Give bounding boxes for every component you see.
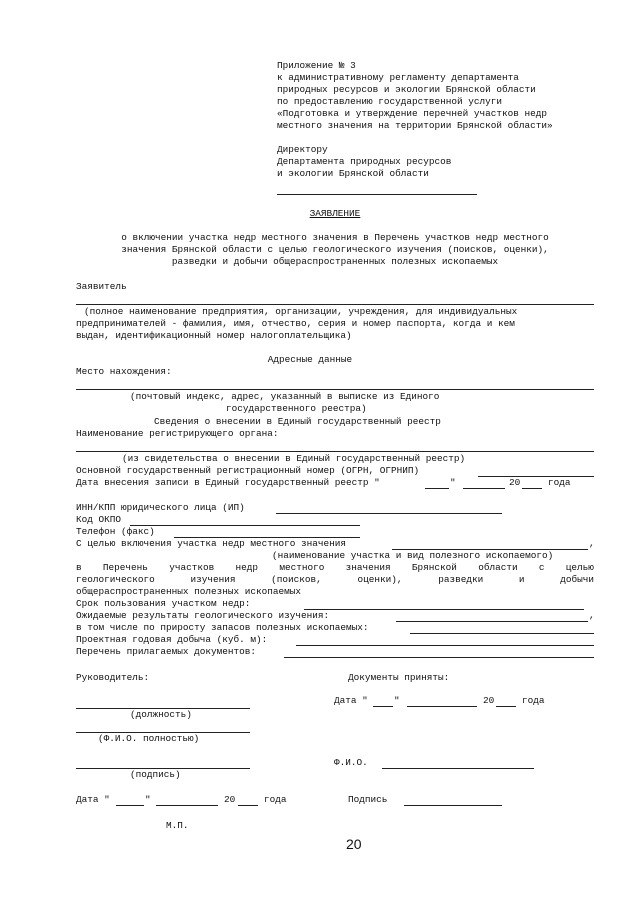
address-heading: Адресные данные xyxy=(267,354,353,365)
accepted-date-year-field[interactable] xyxy=(496,706,516,707)
subtitle-line: значения Брянской области с целью геологического изучения (поисков, оценки), xyxy=(121,244,549,255)
applicant-hint: (полное наименование предприятия, организации, учреждения, для индивидуальных xyxy=(84,306,518,317)
sign-date-year-field[interactable] xyxy=(238,805,258,806)
documents-label: Перечень прилагаемых документов: xyxy=(76,646,257,657)
accepted-signature-field[interactable] xyxy=(404,805,502,806)
applicant-hint: выдан, идентификационный номер налогоплательщика) xyxy=(76,330,352,341)
appendix-line: «Подготовка и утверждение перечней участков недр xyxy=(277,108,548,119)
registrar-field[interactable] xyxy=(76,451,594,452)
applicant-field[interactable] xyxy=(76,304,594,305)
purpose-word: в xyxy=(76,562,82,573)
purpose-word: Перечень xyxy=(102,562,148,573)
ogrn-label: Основной государственный регистрационный номер (ОГРН, ОГРНИП) xyxy=(76,465,420,476)
increment-field[interactable] xyxy=(410,633,594,634)
term-field[interactable] xyxy=(304,609,584,610)
purpose-word: недр xyxy=(235,562,259,573)
accepted-date-quote: " xyxy=(394,695,400,706)
subtitle-line: о включении участка недр местного значения в Перечень участков недр местного xyxy=(121,232,549,243)
entry-date-suffix: года xyxy=(548,477,571,488)
inn-label: ИНН/КПП юридического лица (ИП) xyxy=(76,502,245,513)
increment-label: в том числе по приросту запасов полезных ископаемых: xyxy=(76,622,369,633)
position-hint: (должность) xyxy=(130,709,192,720)
applicant-label: Заявитель xyxy=(76,281,127,292)
sign-date-century: 20 xyxy=(224,794,236,805)
purpose-text-line xyxy=(76,562,594,574)
page-number: 20 xyxy=(346,836,362,852)
entry-date-month-field[interactable] xyxy=(463,488,505,489)
purpose-word: добычи xyxy=(560,574,594,585)
addressee-line: Департамента природных ресурсов xyxy=(277,156,452,167)
purpose-word: изучения xyxy=(190,574,236,585)
sign-date-month-field[interactable] xyxy=(156,805,218,806)
signature-hint: (подпись) xyxy=(130,769,181,780)
location-hint: (почтовый индекс, адрес, указанный в выписке из Единого xyxy=(130,391,440,402)
purpose-word: разведки xyxy=(438,574,484,585)
registrar-label: Наименование регистрирующего органа: xyxy=(76,428,279,439)
purpose-word: и xyxy=(518,574,525,585)
accepted-date-century: 20 xyxy=(483,695,495,706)
accepted-date-day-field[interactable] xyxy=(373,706,393,707)
purpose-word: (поисков, xyxy=(271,574,322,585)
purpose-word: целью xyxy=(565,562,594,573)
registrar-hint: (из свидетельства о внесении в Единый государственный реестр) xyxy=(122,453,466,464)
appendix-line: природных ресурсов и экологии Брянской области xyxy=(277,84,536,95)
accepted-date-prefix: Дата " xyxy=(334,695,368,706)
entry-date-century: 20 xyxy=(509,477,521,488)
sign-date-quote: " xyxy=(145,794,151,805)
accepted-date-suffix: года xyxy=(522,695,545,706)
ogrn-field[interactable] xyxy=(478,476,594,477)
fio-label: Ф.И.О. xyxy=(334,757,368,768)
subtitle-line: разведки и добычи общераспространенных полезных ископаемых xyxy=(171,256,499,267)
manager-label: Руководитель: xyxy=(76,672,150,683)
purpose-text-line xyxy=(76,574,594,586)
addressee-line: и экологии Брянской области xyxy=(277,168,429,179)
registry-heading: Сведения о внесении в Единый государственный реестр xyxy=(154,416,441,427)
accepted-date-month-field[interactable] xyxy=(407,706,477,707)
purpose-word: местного xyxy=(279,562,325,573)
production-label: Проектная годовая добыча (куб. м): xyxy=(76,634,268,645)
documents-field[interactable] xyxy=(284,657,594,658)
entry-date-day-field[interactable] xyxy=(425,488,449,489)
purpose-word: участков xyxy=(169,562,215,573)
appendix-line: к административному регламенту департамента xyxy=(277,72,519,83)
location-field[interactable] xyxy=(76,389,594,390)
stamp-label: М.П. xyxy=(166,820,189,831)
purpose-word: значения xyxy=(345,562,391,573)
phone-label: Телефон (факс) xyxy=(76,526,155,537)
addressee-blank-line[interactable] xyxy=(277,194,477,195)
results-field[interactable] xyxy=(396,621,588,622)
sign-date-prefix: Дата " xyxy=(76,794,110,805)
purpose-word: области xyxy=(478,562,518,573)
entry-date-year-field[interactable] xyxy=(522,488,542,489)
location-hint: государственного реестра) xyxy=(226,403,367,414)
appendix-line: местного значения на территории Брянской области» xyxy=(277,120,553,131)
accepted-label: Документы приняты: xyxy=(348,672,450,683)
addressee-line: Директору xyxy=(277,144,328,155)
signature-label: Подпись xyxy=(348,794,388,805)
results-comma: , xyxy=(589,610,595,621)
purpose-word: с xyxy=(538,562,545,573)
sign-date-day-field[interactable] xyxy=(116,805,144,806)
appendix-line: по предоставлению государственной услуги xyxy=(277,96,503,107)
fio-field[interactable] xyxy=(382,768,534,769)
okpo-field[interactable] xyxy=(130,525,360,526)
purpose-word: Брянской xyxy=(411,562,457,573)
location-label: Место нахождения: xyxy=(76,366,172,377)
appendix-line: Приложение № 3 xyxy=(277,60,356,71)
purpose-label: С целью включения участка недр местного значения xyxy=(76,538,347,549)
purpose-word: геологического xyxy=(76,574,155,585)
results-label: Ожидаемые результаты геологического изучения: xyxy=(76,610,330,621)
purpose-text-line: общераспространенных полезных ископаемых xyxy=(76,586,302,597)
fio-full-hint: (Ф.И.О. полностью) xyxy=(98,733,200,744)
entry-date-quote: " xyxy=(450,477,456,488)
document-title: ЗАЯВЛЕНИЕ xyxy=(309,208,361,219)
purpose-comma: , xyxy=(589,538,595,549)
okpo-label: Код ОКПО xyxy=(76,514,122,525)
purpose-word: оценки), xyxy=(357,574,403,585)
sign-date-suffix: года xyxy=(264,794,287,805)
purpose-hint: (наименование участка и вид полезного ископаемого) xyxy=(272,550,554,561)
term-label: Срок пользования участком недр: xyxy=(76,598,251,609)
applicant-hint: предпринимателей - фамилия, имя, отчество, серия и номер паспорта, когда и кем xyxy=(76,318,515,329)
production-field[interactable] xyxy=(296,645,594,646)
entry-date-prefix: Дата внесения записи в Единый государственный реестр " xyxy=(76,477,380,488)
inn-field[interactable] xyxy=(276,513,502,514)
